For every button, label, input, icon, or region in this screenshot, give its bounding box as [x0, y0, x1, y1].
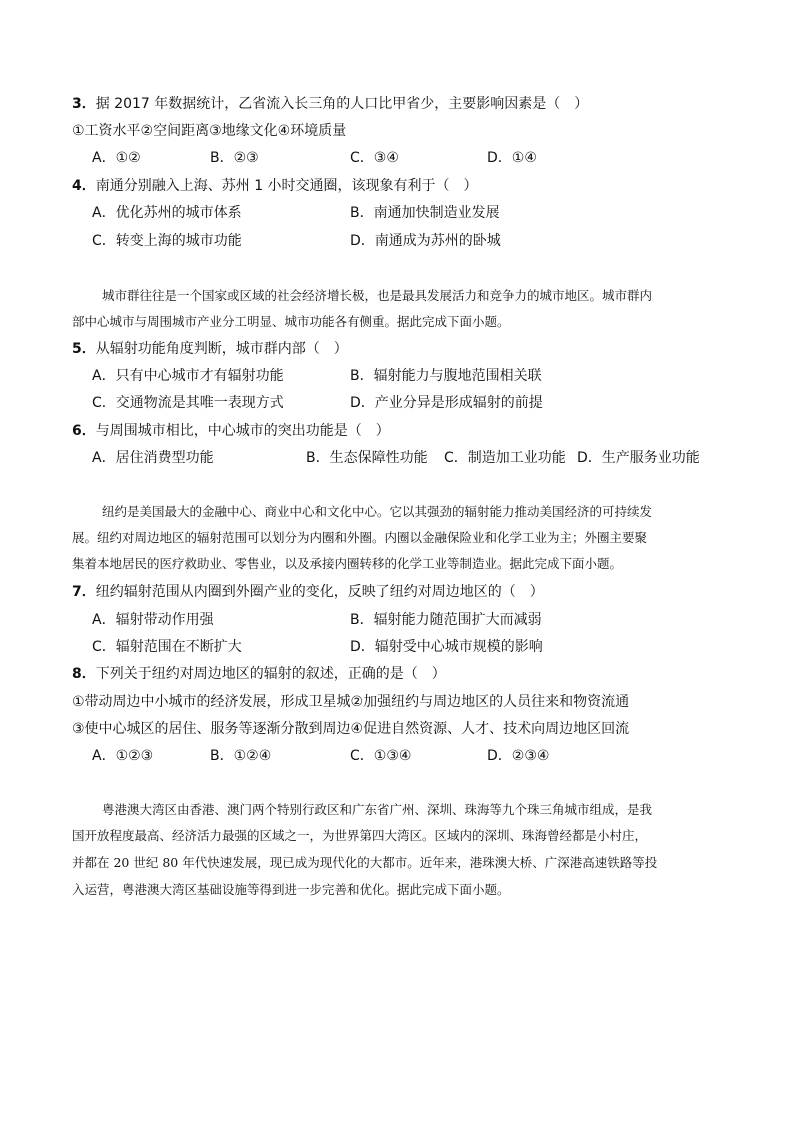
question-7 — [72, 582, 544, 602]
option-a[interactable]: A．①② — [92, 150, 141, 166]
passage-line: 纽约是美国最大的金融中心、商业中心和文化中心。它以其强劲的辐射能力推动美国经济的可持续发 — [102, 504, 653, 519]
statement-line: ①工资水平②空间距离③地缘文化④环境质量 — [72, 123, 347, 139]
passage-line: 城市群往往是一个国家或区域的社会经济增长极，也是最具发展活力和竞争力的城市地区。城市群内 — [102, 288, 653, 303]
passage-line: 部中心城市与周围城市产业分工明显、城市功能各有侧重。据此完成下面小题。 — [72, 314, 510, 329]
question-text: 据 2017 年数据统计，乙省流入长三角的人口比甲省少，主要影响因素是（ ） — [95, 96, 589, 112]
question-number: 3． — [72, 96, 96, 112]
option-c[interactable]: C．制造加工业功能 — [444, 450, 566, 466]
option-d[interactable]: D．辐射受中心城市规模的影响 — [350, 639, 543, 655]
option-b[interactable]: B．南通加快制造业发展 — [350, 205, 500, 221]
question-text: 与周围城市相比，中心城市的突出功能是（ ） — [95, 423, 390, 439]
option-a[interactable]: A．居住消费型功能 — [92, 450, 214, 466]
option-a[interactable]: A．优化苏州的城市体系 — [92, 205, 242, 221]
option-d[interactable]: D．①④ — [487, 150, 537, 166]
option-d[interactable]: D．产业分异是形成辐射的前提 — [350, 395, 543, 411]
option-d[interactable]: D．南通成为苏州的卧城 — [350, 233, 501, 249]
question-4 — [72, 176, 478, 196]
question-text: 纽约辐射范围从内圈到外圈产业的变化，反映了纽约对周边地区的（ ） — [95, 584, 544, 600]
option-b[interactable]: B．生态保障性功能 — [306, 450, 428, 466]
option-b[interactable]: B．辐射能力与腹地范围相关联 — [350, 368, 542, 384]
question-8 — [72, 664, 446, 684]
passage-line: 入运营，粤港澳大湾区基础设施等得到进一步完善和优化。据此完成下面小题。 — [72, 882, 510, 897]
question-text: 从辐射功能角度判断，城市群内部（ ） — [95, 341, 348, 357]
passage-line: 国开放程度最高、经济活力最强的区域之一，为世界第四大湾区。区域内的深圳、珠海曾经都是小村庄， — [72, 828, 648, 843]
passage-line: 展。纽约对周边地区的辐射范围可以划分为内圈和外圈。内圈以金融保险业和化学工业为主；外圈主要聚 — [72, 530, 648, 545]
option-b[interactable]: B．②③ — [210, 150, 259, 166]
question-number: 7． — [72, 584, 96, 600]
option-c[interactable]: C．①③④ — [350, 748, 412, 764]
question-6 — [72, 421, 390, 441]
option-d[interactable]: D．②③④ — [487, 748, 550, 764]
option-a[interactable]: A．①②③ — [92, 748, 154, 764]
option-c[interactable]: C．辐射范围在不断扩大 — [92, 639, 242, 655]
question-number: 5． — [72, 341, 96, 357]
passage-line: 并都在 20 世纪 80 年代快速发展，现已成为现代化的大都市。近年来，港珠澳大桥、广深港高速铁路等投 — [72, 855, 658, 870]
option-c[interactable]: C．交通物流是其唯一表现方式 — [92, 395, 284, 411]
question-5 — [72, 339, 348, 359]
statement-line: ③使中心城区的居住、服务等逐渐分散到周边④促进自然资源、人才、技术向周边地区回流 — [72, 721, 630, 737]
statement-line: ①带动周边中小城市的经济发展，形成卫星城②加强纽约与周边地区的人员往来和物资流通 — [72, 694, 630, 710]
option-b[interactable]: B．①②④ — [210, 748, 272, 764]
passage-line: 粤港澳大湾区由香港、澳门两个特别行政区和广东省广州、深圳、珠海等九个珠三角城市组成，是我 — [102, 802, 653, 817]
option-a[interactable]: A．只有中心城市才有辐射功能 — [92, 368, 284, 384]
passage-line: 集着本地居民的医疗救助业、零售业，以及承接内圈转移的化学工业等制造业。据此完成下面小题。 — [72, 556, 623, 571]
question-number: 4． — [72, 178, 96, 194]
option-c[interactable]: C．转变上海的城市功能 — [92, 233, 242, 249]
option-d[interactable]: D．生产服务业功能 — [577, 450, 700, 466]
question-text: 南通分别融入上海、苏州 1 小时交通圈，该现象有利于（ ） — [95, 178, 478, 194]
question-number: 8． — [72, 666, 96, 682]
question-3 — [72, 94, 588, 114]
option-b[interactable]: B．辐射能力随范围扩大而减弱 — [350, 612, 542, 628]
option-a[interactable]: A．辐射带动作用强 — [92, 612, 214, 628]
question-text: 下列关于纽约对周边地区的辐射的叙述，正确的是（ ） — [95, 666, 446, 682]
option-c[interactable]: C．③④ — [350, 150, 399, 166]
question-number: 6． — [72, 423, 96, 439]
